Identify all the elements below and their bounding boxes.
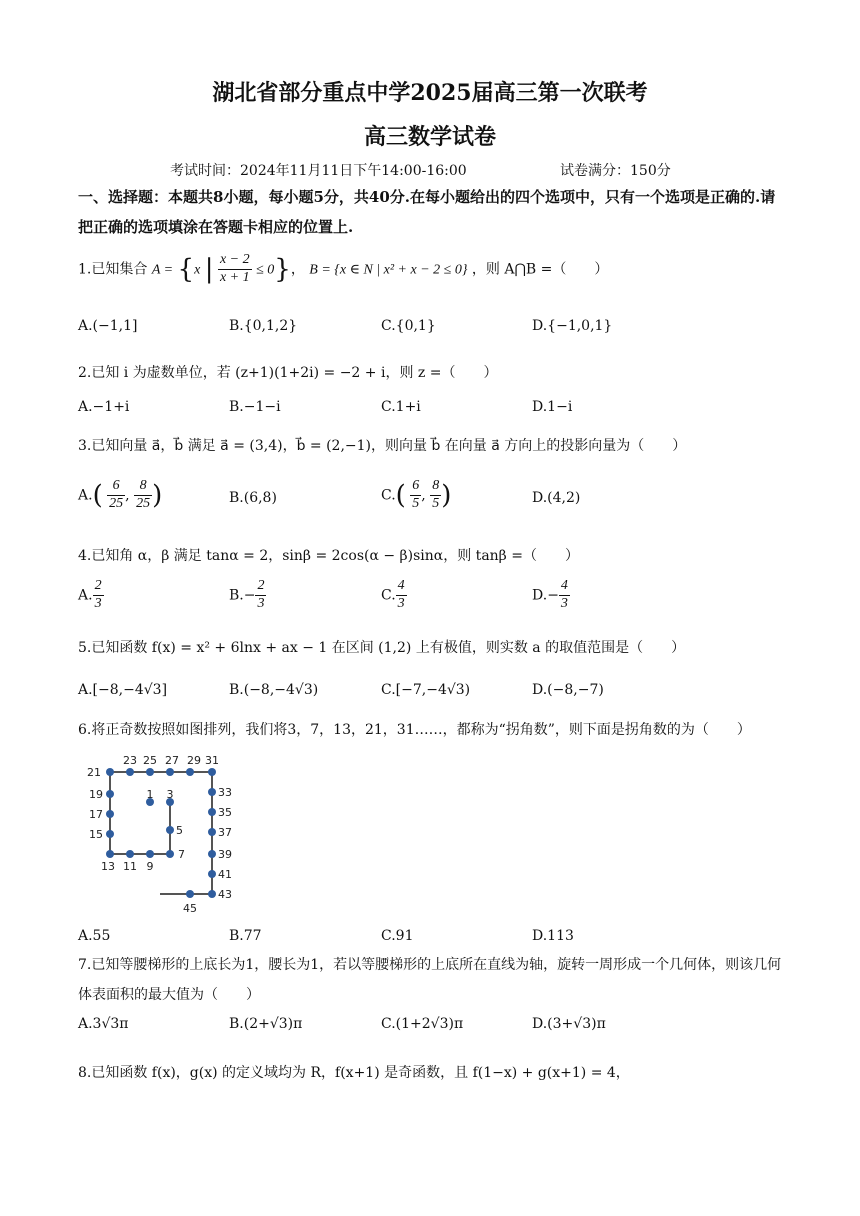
spiral-node-15 — [106, 830, 114, 838]
q6-option-d: D.113 — [532, 928, 574, 944]
spiral-node-39 — [208, 850, 216, 858]
spiral-node-25 — [146, 768, 154, 776]
q5-option-a: A.[−8,−4√3] — [78, 682, 168, 698]
spiral-label-43: 43 — [218, 888, 232, 901]
spiral-label-37: 37 — [218, 826, 232, 839]
spiral-label-5: 5 — [176, 824, 183, 837]
q7-option-b: B.(2+√3)π — [229, 1016, 303, 1032]
spiral-label-31: 31 — [205, 754, 219, 767]
exam-subtitle: 高三数学试卷 — [363, 124, 496, 150]
spiral-label-3: 3 — [166, 788, 174, 801]
q7-option-a: A.3√3π — [78, 1016, 129, 1032]
q6-option-c: C.91 — [381, 928, 414, 944]
q5-option-b: B.(−8,−4√3) — [229, 682, 319, 698]
spiral-node-7 — [166, 850, 174, 858]
spiral-label-15: 15 — [89, 828, 103, 841]
question-2: 2.已知 i 为虚数单位，若 (z+1)(1+2i) = −2 + i，则 z =（ ） — [78, 365, 498, 381]
spiral-node-41 — [208, 870, 216, 878]
spiral-node-11 — [126, 850, 134, 858]
spiral-label-17: 17 — [89, 808, 103, 821]
spiral-label-1: 1 — [146, 788, 154, 801]
q4-option-c: C. $\frac{4}{3}$ — [381, 578, 405, 611]
spiral-label-7: 7 — [178, 848, 185, 861]
spiral-node-19 — [106, 790, 114, 798]
spiral-label-39: 39 — [218, 848, 232, 861]
q2-option-c: C.1+i — [381, 399, 421, 415]
spiral-node-35 — [208, 808, 216, 816]
spiral-node-43 — [208, 890, 216, 898]
spiral-label-41: 41 — [218, 868, 232, 881]
q2-option-d: D.1−i — [532, 399, 573, 415]
q3-option-b: B.(6,8) — [229, 490, 277, 506]
question-6: 6.将正奇数按照如图排列，我们将3，7，13，21，31……，都称为“拐角数”，则下面是拐角数的为（ ） — [78, 722, 751, 738]
question-1: 1.已知集合 A = {x | $\frac{x - 2}{x + 1}$ ≤ 0}， B = {x ∈ N | x² + x − 2 ≤ 0} ，则 A⋂B =（ ） — [78, 252, 609, 285]
q1-setA-rel: ≤ 0 — [256, 262, 275, 278]
spiral-node-29 — [186, 768, 194, 776]
question-7: 7.已知等腰梯形的上底长为1，腰长为1，若以等腰梯形的上底所在直线为轴，旋转一周形成一个几何体，则该几何体表面积的最大值为（ ） — [78, 957, 782, 1003]
q1-setA-lhs: A = — [151, 262, 174, 278]
q1-option-a: A.(−1,1] — [78, 318, 138, 334]
q3-option-a: A.( $\frac{6}{25}$ , $\frac{8}{25}$ ) — [78, 478, 163, 511]
spiral-label-33: 33 — [218, 786, 232, 799]
spiral-node-9 — [146, 850, 154, 858]
q4-option-a: A. $\frac{2}{3}$ — [78, 578, 102, 611]
spiral-label-23: 23 — [123, 754, 137, 767]
q1-option-d: D.{−1,0,1} — [532, 318, 613, 334]
spiral-label-35: 35 — [218, 806, 232, 819]
q2-option-b: B.−1−i — [229, 399, 281, 415]
q4-option-b: B.− $\frac{2}{3}$ — [229, 578, 265, 611]
spiral-node-31 — [208, 768, 216, 776]
q2-option-a: A.−1+i — [78, 399, 130, 415]
spiral-node-17 — [106, 810, 114, 818]
spiral-node-27 — [166, 768, 174, 776]
spiral-label-11: 11 — [123, 860, 137, 873]
spiral-node-5 — [166, 826, 174, 834]
q3-option-c: C.( $\frac{6}{5}$ , $\frac{8}{5}$ ) — [381, 478, 452, 511]
spiral-node-37 — [208, 828, 216, 836]
spiral-label-19: 19 — [89, 788, 103, 801]
q1-prefix: 1.已知集合 — [78, 261, 148, 278]
q6-option-a: A.55 — [78, 928, 111, 944]
q7-option-d: D.(3+√3)π — [532, 1016, 606, 1032]
q3-option-d: D.(4,2) — [532, 490, 581, 506]
spiral-path — [110, 772, 212, 894]
spiral-node-45 — [186, 890, 194, 898]
q5-option-d: D.(−8,−7) — [532, 682, 604, 698]
spiral-node-21 — [106, 768, 114, 776]
spiral-label-29: 29 — [187, 754, 201, 767]
spiral-label-25: 25 — [143, 754, 157, 767]
q1-option-b: B.{0,1,2} — [229, 318, 298, 334]
q1-setB: B = {x ∈ N | x² + x − 2 ≤ 0} — [309, 262, 468, 278]
q1-suffix: ，则 A⋂B =（ ） — [471, 261, 609, 278]
spiral-label-21: 21 — [87, 766, 101, 779]
q1-option-c: C.{0,1} — [381, 318, 436, 334]
q5-option-c: C.[−7,−4√3) — [381, 682, 471, 698]
q1-setA-var: x — [194, 262, 201, 278]
q6-option-b: B.77 — [229, 928, 262, 944]
q4-option-d: D.− $\frac{4}{3}$ — [532, 578, 568, 611]
spiral-node-33 — [208, 788, 216, 796]
odd-number-spiral-figure — [78, 748, 248, 918]
spiral-label-13: 13 — [101, 860, 115, 873]
exam-time: 考试时间：2024年11月11日下午14:00-16:00 — [170, 163, 467, 179]
spiral-label-27: 27 — [165, 754, 179, 767]
question-8: 8.已知函数 f(x)，g(x) 的定义域均为 R，f(x+1) 是奇函数，且 f(1−x) + g(x+1) = 4， — [78, 1065, 630, 1081]
spiral-label-9: 9 — [146, 860, 154, 873]
q1-fraction: $\frac{x - 2}{x + 1}$ — [219, 252, 250, 285]
question-3: 3.已知向量 a⃗，b⃗ 满足 a⃗ = (3,4)，b⃗ = (2,−1)，则向量 b⃗ 在向量 a⃗ 方向上的投影向量为（ ） — [78, 438, 687, 454]
spiral-node-13 — [106, 850, 114, 858]
full-score: 试卷满分：150分 — [560, 163, 671, 179]
spiral-node-23 — [126, 768, 134, 776]
question-4: 4.已知角 α，β 满足 tanα = 2，sinβ = 2cos(α − β)sinα，则 tanβ =（ ） — [78, 548, 579, 564]
q7-option-c: C.(1+2√3)π — [381, 1016, 464, 1032]
exam-title: 湖北省部分重点中学2025届高三第一次联考 — [212, 80, 648, 106]
section-heading: 一、选择题：本题共8小题，每小题5分，共40分.在每小题给出的四个选项中，只有一个选项是正确的.请把正确的选项填涂在答题卡相应的位置上. — [78, 188, 776, 236]
spiral-label-45: 45 — [183, 902, 197, 915]
question-5: 5.已知函数 f(x) = x² + 6lnx + ax − 1 在区间 (1,2) 上有极值，则实数 a 的取值范围是（ ） — [78, 640, 686, 656]
